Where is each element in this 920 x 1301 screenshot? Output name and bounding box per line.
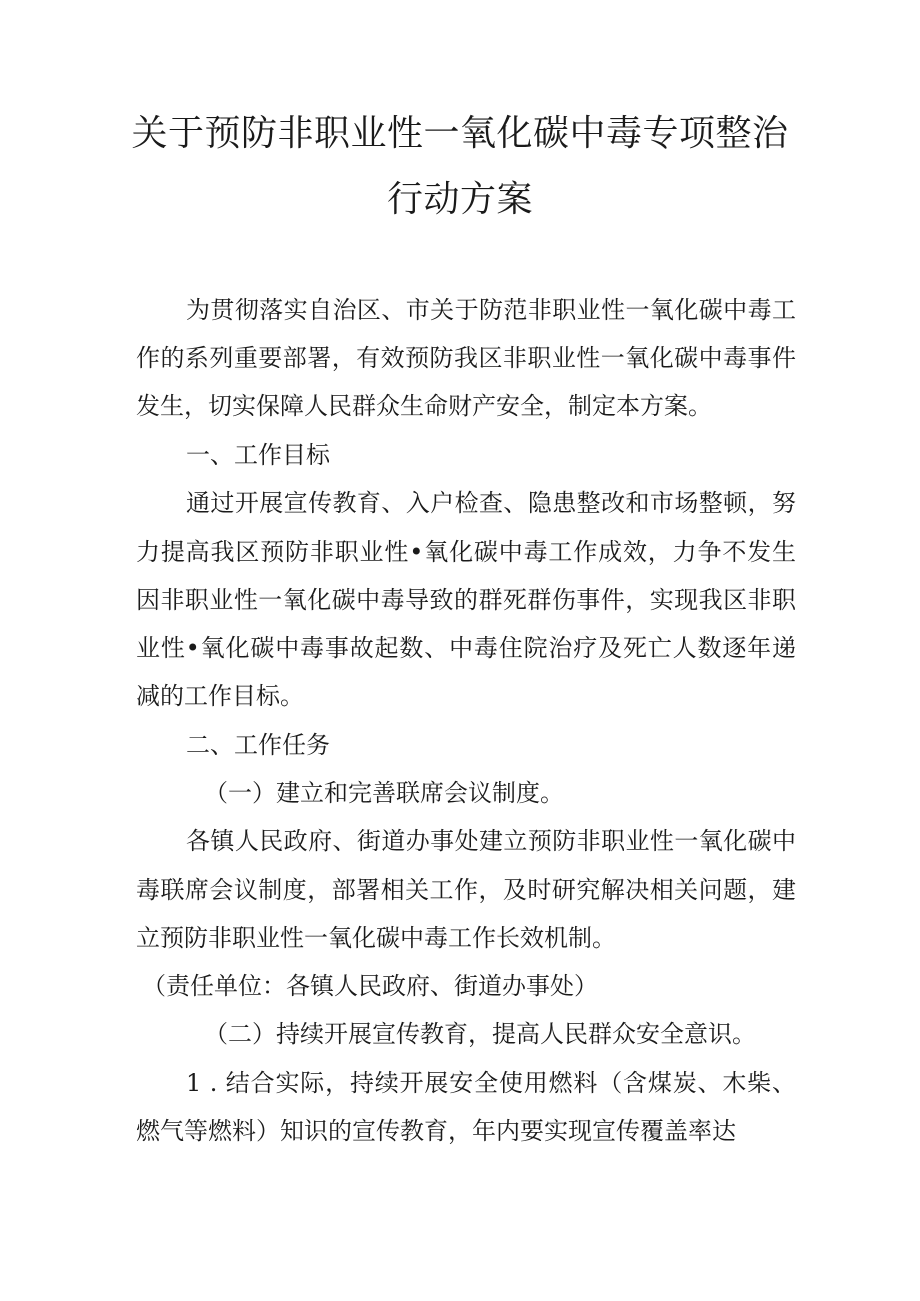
- paragraph-task2-line: 1 . 结合实际，持续开展安全使用燃料（含煤炭、木柴、: [186, 1069, 796, 1097]
- subsection-heading-1: （一）建立和完善联席会议制度。: [204, 779, 564, 807]
- paragraph-goals-line: 减的工作目标。: [136, 682, 304, 710]
- document-title-line-1: 关于预防非职业性一氧化碳中毒专项整治: [131, 113, 789, 154]
- paragraph-task1-line: 毒联席会议制度，部署相关工作，及时研究解决相关问题，建: [136, 876, 796, 904]
- paragraph-goals-line: 因非职业性一氧化碳中毒导致的群死群伤事件，实现我区非职: [136, 586, 796, 614]
- section-heading-tasks: 二、工作任务: [186, 731, 330, 759]
- paragraph-task2-line: 燃气等燃料）知识的宣传教育，年内要实现宣传覆盖率达: [136, 1117, 736, 1145]
- paragraph-goals-line: 通过开展宣传教育、入户检查、隐患整改和市场整顿，努: [186, 489, 796, 517]
- responsible-units-note: （责任单位：各镇人民政府、街道办事处）: [142, 972, 598, 1000]
- section-heading-goals: 一、工作目标: [186, 441, 330, 469]
- document-title-line-2: 行动方案: [386, 179, 533, 220]
- paragraph-task1-line: 立预防非职业性一氧化碳中毒工作长效机制。: [136, 924, 616, 952]
- paragraph-intro-line: 发生，切实保障人民群众生命财产安全，制定本方案。: [136, 392, 712, 420]
- paragraph-intro-line: 为贯彻落实自治区、市关于防范非职业性一氧化碳中毒工: [186, 296, 796, 324]
- paragraph-task1-line: 各镇人民政府、街道办事处建立预防非职业性一氧化碳中: [186, 827, 796, 855]
- paragraph-goals-line: 力提高我区预防非职业性•氧化碳中毒工作成效，力争不发生: [136, 538, 796, 566]
- paragraph-goals-line: 业性•氧化碳中毒事故起数、中毒住院治疗及死亡人数逐年递: [136, 634, 796, 662]
- subsection-heading-2: （二）持续开展宣传教育，提高人民群众安全意识。: [204, 1020, 756, 1048]
- paragraph-intro-line: 作的系列重要部署，有效预防我区非职业性一氧化碳中毒事件: [136, 344, 796, 372]
